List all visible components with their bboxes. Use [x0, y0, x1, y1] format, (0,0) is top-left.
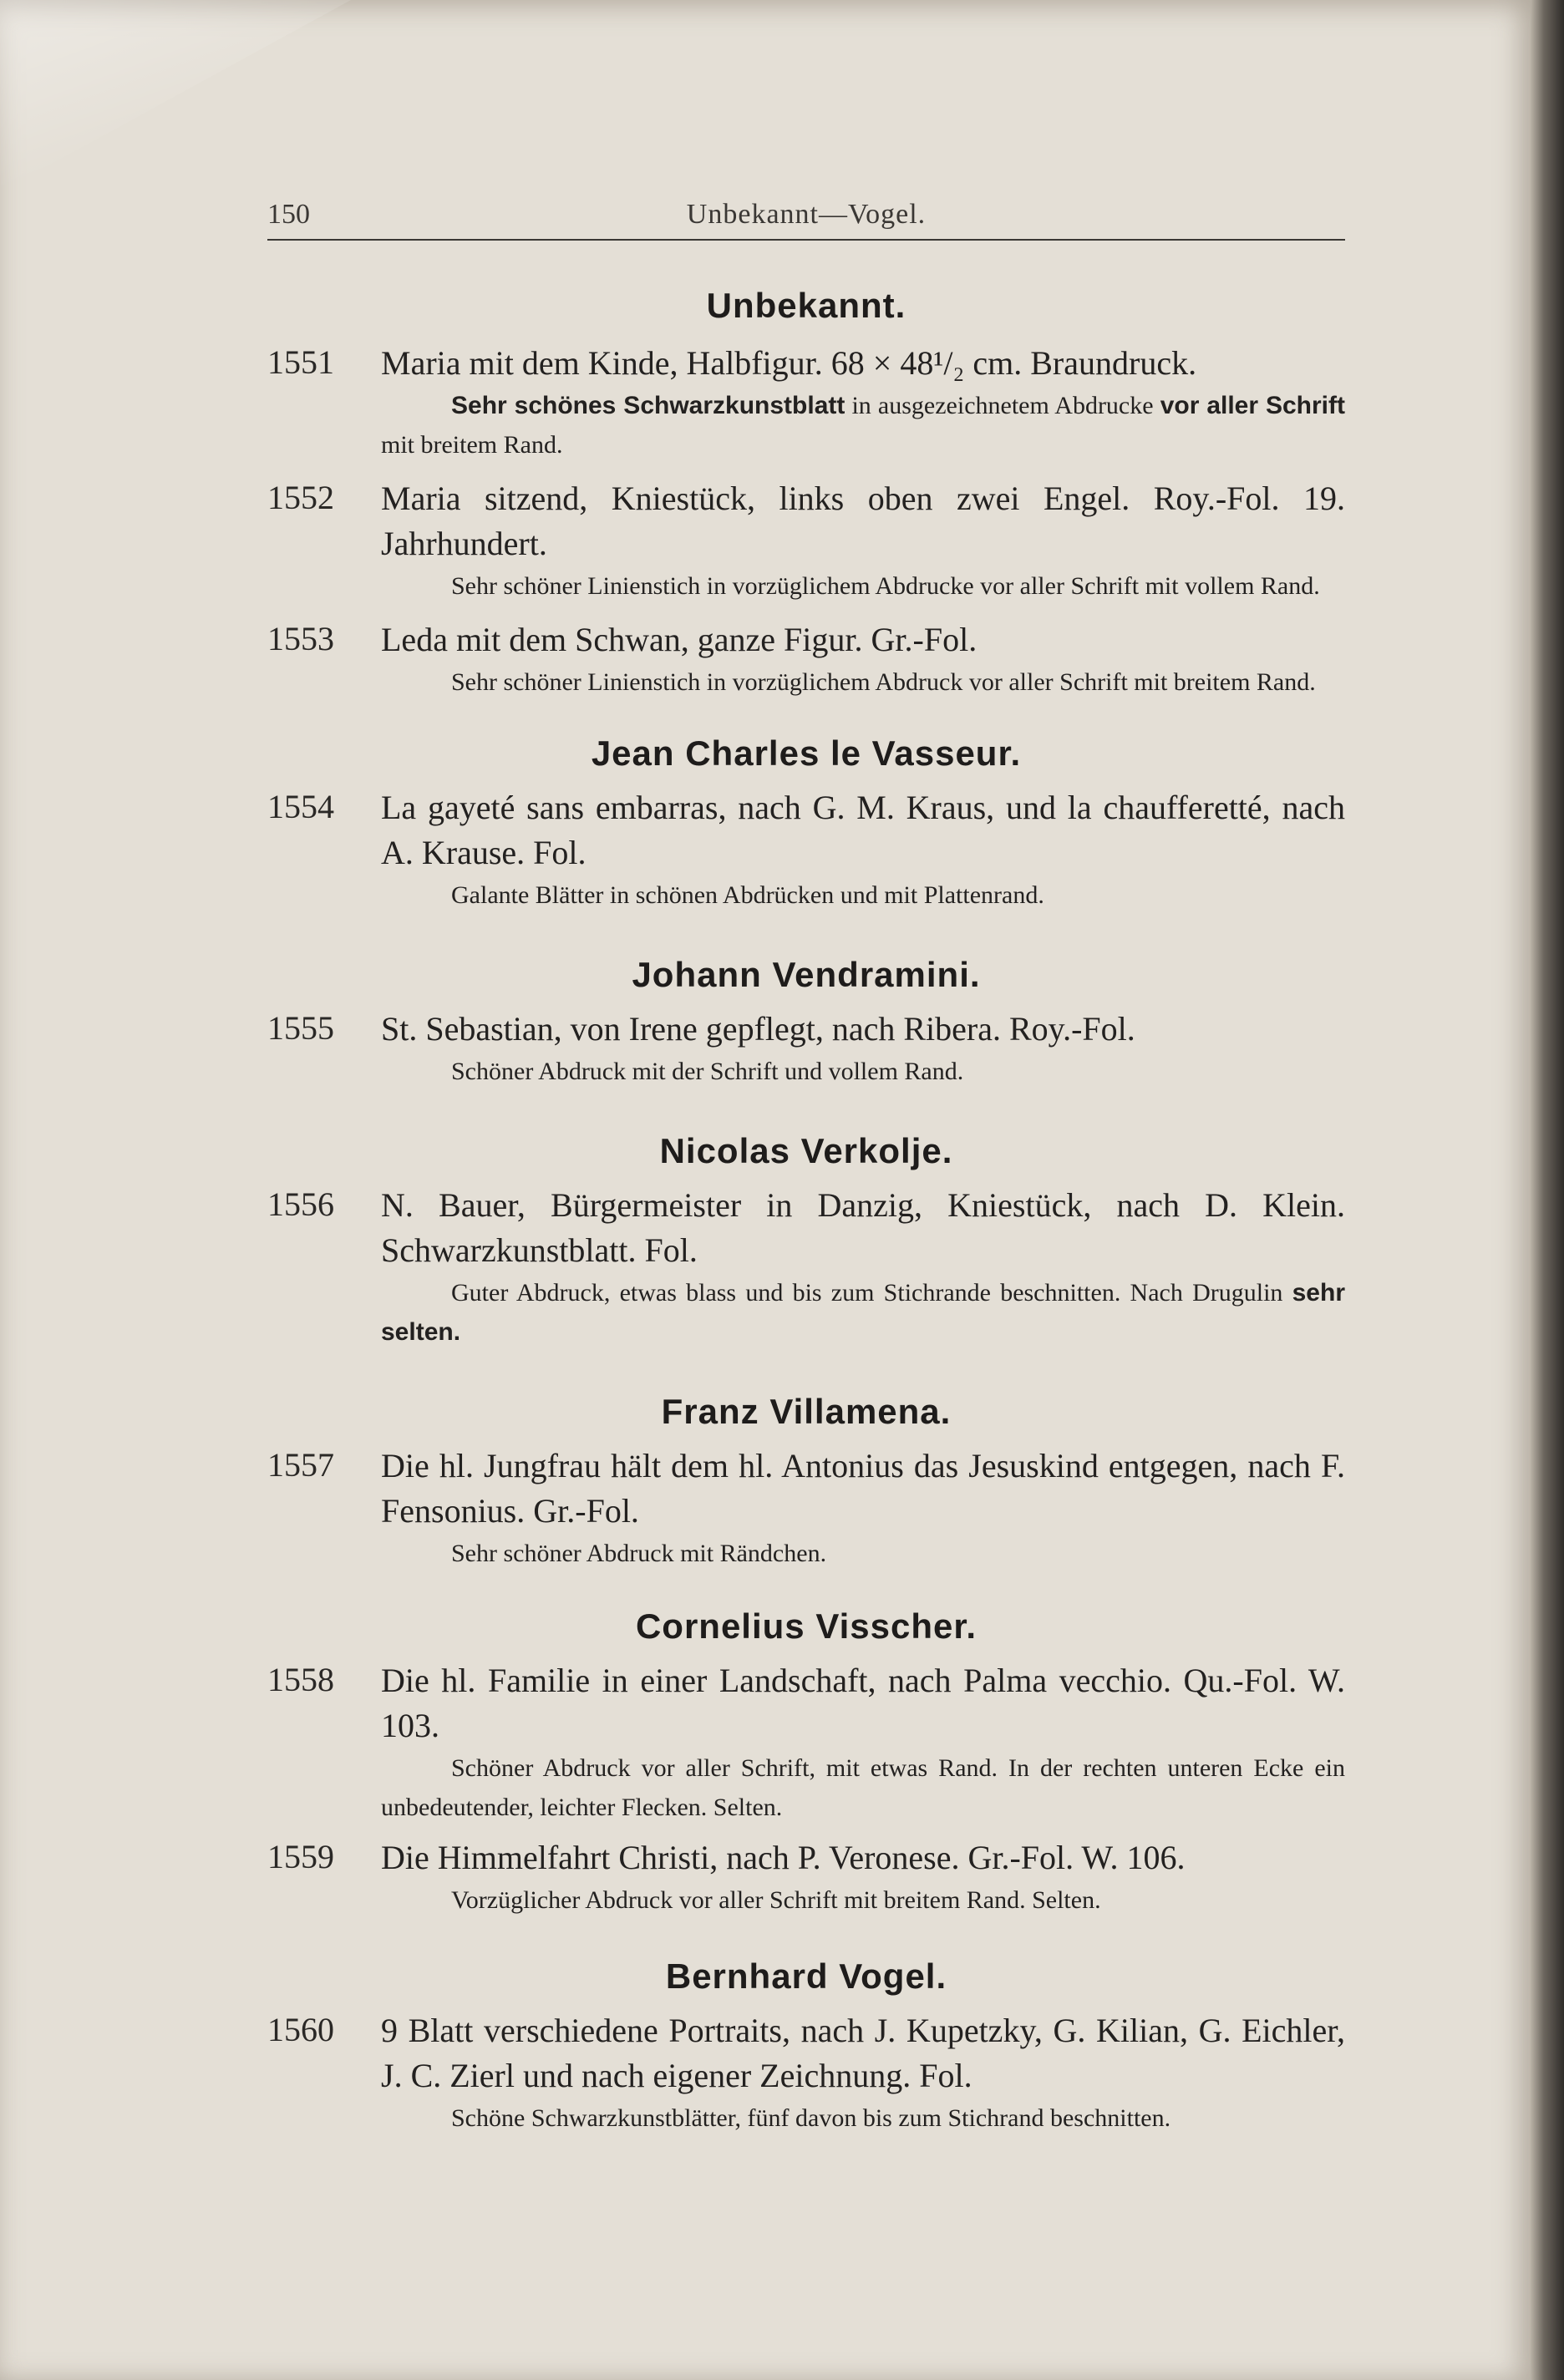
desc-bold: vor aller Schrift	[1160, 392, 1345, 419]
desc-text: Guter Abdruck, etwas blass und bis zum Stichrande beschnitten. Nach Drugulin	[451, 1279, 1292, 1307]
catalog-entry	[267, 1007, 1345, 1091]
desc-text: Vorzüglicher Abdruck vor aller Schrift mit breitem Rand. Selten.	[451, 1886, 1101, 1914]
page-number: 150	[267, 199, 310, 230]
section-heading: Johann Vendramini.	[632, 955, 981, 994]
desc-text: mit breitem Rand.	[381, 431, 563, 459]
desc-text: Sehr schöner Abdruck mit Rändchen.	[451, 1540, 827, 1567]
entry-number: 1556	[267, 1185, 334, 1223]
entry-description	[381, 1534, 1345, 1573]
entry-number: 1552	[267, 479, 334, 516]
entry-number: 1560	[267, 2011, 334, 2048]
entry-number: 1555	[267, 1009, 334, 1047]
entry-title: Die hl. Familie in einer Landschaft, nach Palma vecchio. Qu.-Fol. W. 103.	[381, 1662, 1345, 1744]
entry-title: La gayeté sans embarras, nach G. M. Kraus, und la chaufferetté, nach A. Krause. Fol.	[381, 789, 1345, 871]
section-heading: Franz Villamena.	[661, 1392, 952, 1431]
entry-description	[381, 1273, 1345, 1352]
page-edge-shadow	[1531, 0, 1564, 2380]
catalog-entry	[267, 476, 1345, 606]
entry-number: 1557	[267, 1446, 334, 1484]
desc-bold: sehr selten.	[381, 1279, 1345, 1346]
entry-number: 1553	[267, 620, 334, 657]
entry-number: 1559	[267, 1838, 334, 1875]
entry-description	[381, 386, 1345, 464]
desc-text: in ausgezeichnetem Abdrucke	[845, 392, 1160, 419]
catalog-entry	[267, 617, 1345, 702]
page-header	[267, 192, 1345, 241]
entry-description	[381, 662, 1345, 702]
entry-number: 1558	[267, 1661, 334, 1698]
desc-text: Schöne Schwarzkunstblätter, fünf davon bis zum Stichrand beschnitten.	[451, 2104, 1171, 2132]
running-title: Unbekannt—Vogel.	[686, 199, 927, 230]
entry-title: 9 Blatt verschiedene Portraits, nach J. Kupetzky, G. Kilian, G. Eichler, J. C. Zierl und nach eigener Zeichnung. Fol.	[381, 2012, 1345, 2094]
catalog-entry	[267, 1835, 1345, 1920]
section-heading: Nicolas Verkolje.	[659, 1131, 953, 1170]
page-fold	[0, 0, 351, 192]
entry-description	[381, 875, 1345, 915]
entry-title: St. Sebastian, von Irene gepflegt, nach Ribera. Roy.-Fol.	[381, 1010, 1135, 1048]
entry-description	[381, 1880, 1345, 1920]
entry-title: N. Bauer, Bürgermeister in Danzig, Kniestück, nach D. Klein. Schwarzkunstblatt. Fol.	[381, 1186, 1345, 1269]
catalog-entry	[267, 1183, 1345, 1352]
entry-description	[381, 566, 1345, 606]
entry-number: 1554	[267, 788, 334, 825]
catalog-entry	[267, 1658, 1345, 1827]
entry-description	[381, 2098, 1345, 2138]
desc-text: Schöner Abdruck mit der Schrift und vollem Rand.	[451, 1058, 964, 1085]
catalog-entry	[267, 2008, 1345, 2138]
entry-title: Die Himmelfahrt Christi, nach P. Veronese. Gr.-Fol. W. 106.	[381, 1839, 1186, 1876]
desc-text: Galante Blätter in schönen Abdrücken und mit Plattenrand.	[451, 881, 1044, 909]
catalog-entry	[267, 341, 1345, 464]
entry-description	[381, 1748, 1345, 1827]
entry-title: Maria mit dem Kinde, Halbfigur. 68 × 48¹/₂ cm. Braundruck.	[381, 344, 1197, 382]
catalog-entry	[267, 785, 1345, 915]
desc-bold: Sehr schönes Schwarzkunstblatt	[451, 392, 845, 419]
section-heading: Cornelius Visscher.	[635, 1606, 978, 1646]
entry-title: Leda mit dem Schwan, ganze Figur. Gr.-Fol.	[381, 621, 978, 658]
section-heading: Jean Charles le Vasseur.	[591, 733, 1022, 773]
desc-text: Schöner Abdruck vor aller Schrift, mit etwas Rand. In der rechten unteren Ecke ein unbedeutender, leichter Flecken. Selten.	[381, 1754, 1345, 1821]
section-heading: Unbekannt.	[706, 286, 906, 325]
catalog-entry	[267, 1444, 1345, 1573]
page-content	[267, 192, 1345, 2138]
entry-number: 1551	[267, 343, 334, 381]
entry-title: Die hl. Jungfrau hält dem hl. Antonius das Jesuskind entgegen, nach F. Fensonius. Gr.-Fol.	[381, 1447, 1345, 1530]
entry-title: Maria sitzend, Kniestück, links oben zwei Engel. Roy.-Fol. 19. Jahrhundert.	[381, 480, 1345, 562]
desc-text: Sehr schöner Linienstich in vorzüglichem Abdruck vor aller Schrift mit breitem Rand.	[451, 668, 1316, 696]
entry-description	[381, 1052, 1345, 1091]
section-heading: Bernhard Vogel.	[665, 1956, 947, 1996]
desc-text: Sehr schöner Linienstich in vorzüglichem Abdrucke vor aller Schrift mit vollem Rand.	[451, 572, 1320, 600]
